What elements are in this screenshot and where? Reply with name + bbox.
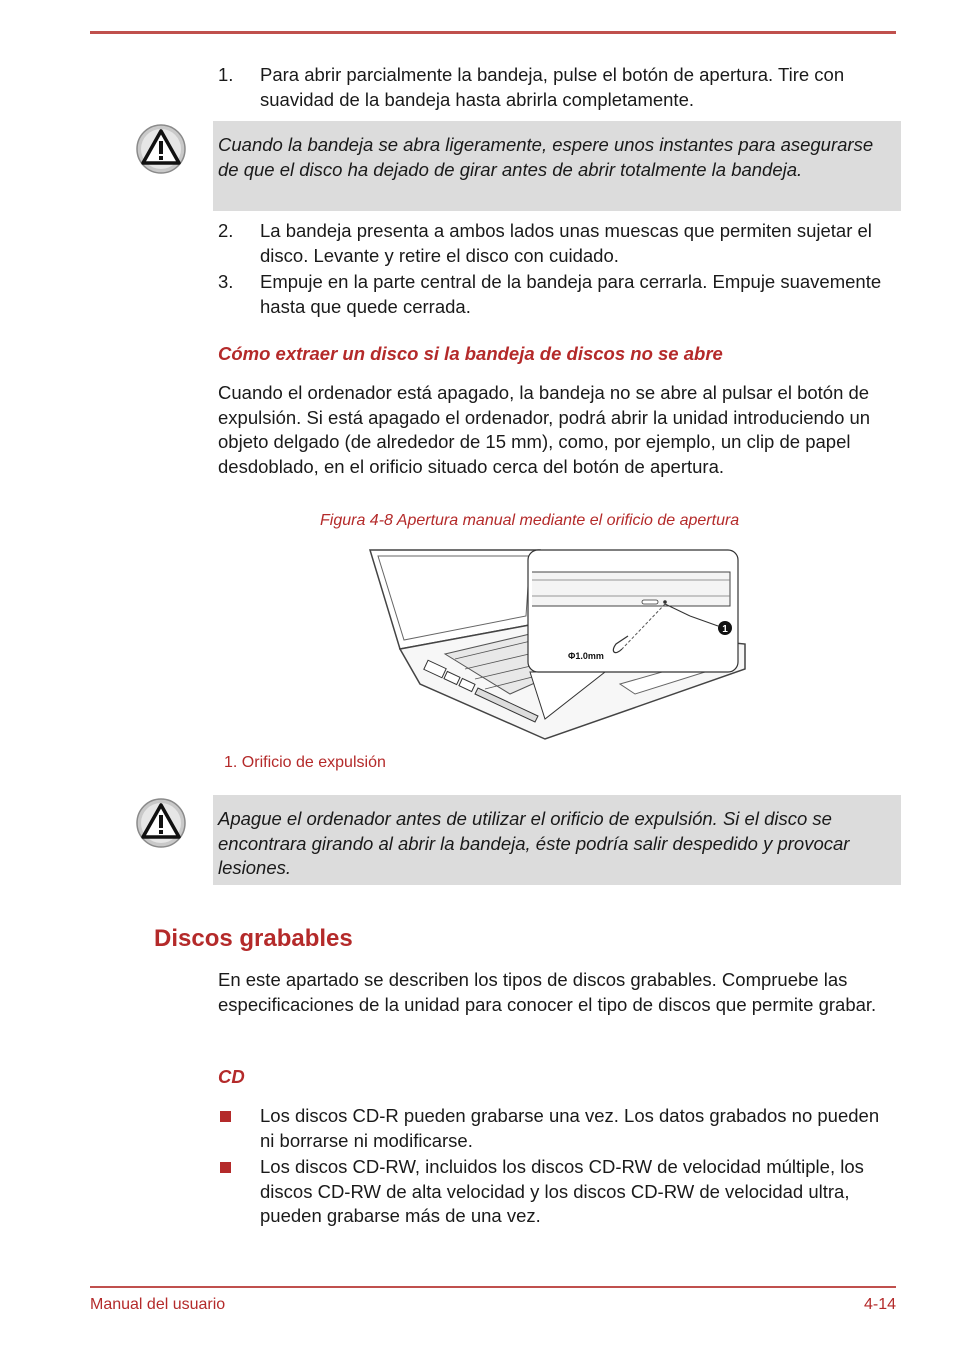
- list-item: [218, 1104, 898, 1153]
- warning-icon: [135, 797, 187, 849]
- step-text: Empuje en la parte central de la bandeja para cerrarla. Empuje suavemente hasta que quede cerrada.: [260, 271, 882, 317]
- caution-note: [213, 795, 901, 885]
- subheading: Cómo extraer un disco si la bandeja de discos no se abre: [218, 343, 723, 364]
- caution-text: Cuando la bandeja se abra ligeramente, espere unos instantes para asegurarse de que el disco ha dejado de girar antes de abrir totalmente la bandeja.: [218, 134, 874, 180]
- page-number: 4-14: [863, 1296, 896, 1313]
- step-number: 2.: [218, 220, 234, 241]
- top-rule: [90, 31, 896, 34]
- bullet-square-icon: [220, 1162, 231, 1173]
- list-item: [218, 1155, 898, 1229]
- step-text: La bandeja presenta a ambos lados unas muescas que permiten sujetar el disco. Levante y retire el disco con cuidado.: [260, 220, 872, 266]
- footer-title: Manual del usuario: [90, 1296, 226, 1313]
- list-item: [218, 63, 898, 112]
- section-heading: Discos grabables: [154, 925, 353, 952]
- step-number: 1.: [218, 64, 234, 85]
- dimension-label: Φ1.0mm: [568, 651, 604, 661]
- subheading: CD: [218, 1066, 245, 1087]
- figure-legend: 1. Orificio de expulsión: [224, 754, 386, 771]
- bullet-text: Los discos CD-RW, incluidos los discos CD-RW de velocidad múltiple, los discos CD-RW de alta velocidad y los discos CD-RW de velocidad ultra, pueden grabarse más de una vez.: [260, 1156, 864, 1226]
- bottom-rule: [90, 1286, 896, 1288]
- caution-note: [213, 121, 901, 211]
- body-paragraph: En este apartado se describen los tipos de discos grabables. Compruebe las especificaciones de la unidad para conocer el tipo de discos que permite grabar.: [218, 969, 877, 1015]
- bullet-text: Los discos CD-R pueden grabarse una vez. Los datos grabados no pueden ni borrarse ni modificarse.: [260, 1105, 880, 1151]
- bullet-square-icon: [220, 1111, 231, 1122]
- step-text: Para abrir parcialmente la bandeja, pulse el botón de apertura. Tire con suavidad de la bandeja hasta abrirla completamente.: [260, 64, 845, 110]
- caution-text: Apague el ordenador antes de utilizar el orificio de expulsión. Si el disco se encontrara girando al abrir la bandeja, éste podría salir despedido y provocar lesiones.: [218, 808, 850, 878]
- warning-icon: [135, 123, 187, 175]
- figure-caption: Figura 4-8 Apertura manual mediante el orificio de apertura: [320, 512, 740, 529]
- figure-illustration: [360, 544, 750, 744]
- callout-number: 1: [722, 624, 728, 635]
- body-paragraph: Cuando el ordenador está apagado, la bandeja no se abre al pulsar el botón de expulsión. Si está apagado el ordenador, podrá abrir la unidad introduciendo un objeto delgado (de alrededor de 15 mm), como, por ejemplo, un clip de papel desdoblado, en el orificio situado cerca del botón de apertura.: [218, 382, 871, 477]
- list-item: [218, 270, 898, 319]
- step-number: 3.: [218, 271, 234, 292]
- list-item: [218, 219, 898, 268]
